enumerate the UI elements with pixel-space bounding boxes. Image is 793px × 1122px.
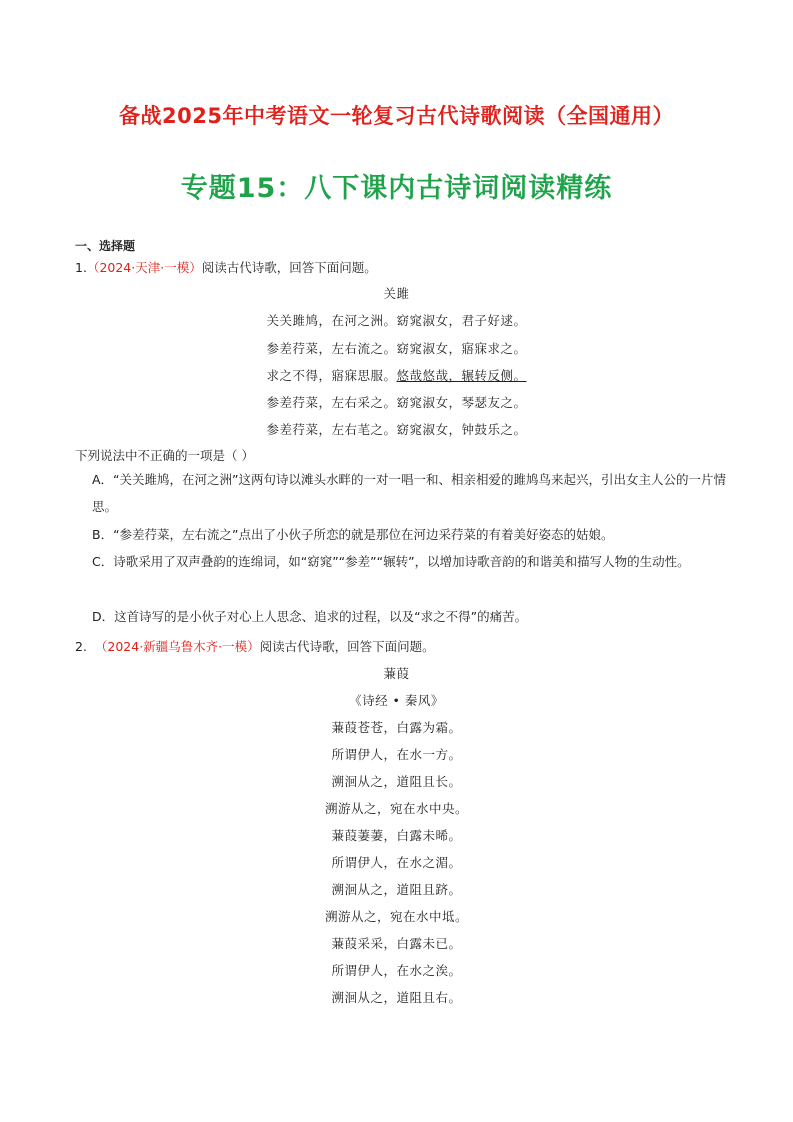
poem-line: 所谓伊人，在水一方。 <box>331 747 462 762</box>
poem-line: 参差荇菜，左右流之。窈窕淑女，寤寐求之。 <box>266 341 527 356</box>
poem-line: 溯游从之，宛在水中坻。 <box>324 909 468 924</box>
question-source: （2024·新疆乌鲁木齐·一模） <box>94 639 260 654</box>
poem-line <box>0 366 793 384</box>
poem-line: 参差荇菜，左右采之。窈窕淑女，琴瑟友之。 <box>266 395 527 410</box>
poem-source: 《诗经 • 秦风》 <box>349 693 444 708</box>
option-b: B．“参差荇菜，左右流之”点出了小伙子所恋的就是那位在河边采荇菜的有着美好姿态的姑娘。 <box>92 527 614 542</box>
section-title: 一、选择题 <box>75 239 136 253</box>
question-prompt: 阅读古代诗歌，回答下面问题。 <box>259 639 435 654</box>
question-stem: 下列说法中不正确的一项是（ ） <box>75 448 254 463</box>
question-prompt: 阅读古代诗歌，回答下面问题。 <box>201 260 377 275</box>
question-number: 1. <box>75 260 87 275</box>
poem-title: 蒹葭 <box>383 666 410 681</box>
poem-title: 关雎 <box>383 286 410 301</box>
poem-line: 参差荇菜，左右芼之。窈窕淑女，钟鼓乐之。 <box>266 422 527 437</box>
question-source: （2024·天津·一模） <box>86 260 202 275</box>
poem-line-part: 求之不得，寤寐思服。 <box>266 368 397 383</box>
poem-line: 蒹葭苍苍，白露为霜。 <box>331 720 462 735</box>
poem-line: 蒹葭采采，白露未已。 <box>331 936 462 951</box>
poem-line: 所谓伊人，在水之湄。 <box>331 855 462 870</box>
poem-line: 关关雎鸠，在河之洲。窈窕淑女，君子好逑。 <box>266 313 527 328</box>
poem-line: 溯洄从之，道阻且右。 <box>331 990 462 1005</box>
poem-line: 溯游从之，宛在水中央。 <box>324 801 468 816</box>
option-c: C．诗歌采用了双声叠韵的连绵词，如“窈窕”“参差”“辗转”，以增加诗歌音韵的和谐美和描写人物的生动性。 <box>92 554 690 569</box>
question-number: 2. <box>75 639 87 654</box>
poem-line: 蒹葭萋萋，白露未晞。 <box>331 828 462 843</box>
poem-line: 所谓伊人，在水之涘。 <box>331 963 462 978</box>
option-a: A．“关关雎鸠，在河之洲”这两句诗以滩头水畔的一对一唱一和、相亲相爱的雎鸠鸟来起兴，引出女主人公的一片情思。 <box>92 472 727 514</box>
poem-line: 溯洄从之，道阻且跻。 <box>331 882 462 897</box>
question-2-header <box>75 637 435 655</box>
document-title: 备战2025年中考语文一轮复习古代诗歌阅读（全国通用） <box>119 104 674 128</box>
underlined-phrase: 悠哉悠哉，辗转反侧。 <box>396 368 527 383</box>
document-subtitle: 专题15：八下课内古诗词阅读精练 <box>180 173 613 204</box>
question-1-header <box>75 258 377 276</box>
poem-line: 溯洄从之，道阻且长。 <box>331 774 462 789</box>
option-d: D．这首诗写的是小伙子对心上人思念、追求的过程，以及“求之不得”的痛苦。 <box>92 609 528 624</box>
